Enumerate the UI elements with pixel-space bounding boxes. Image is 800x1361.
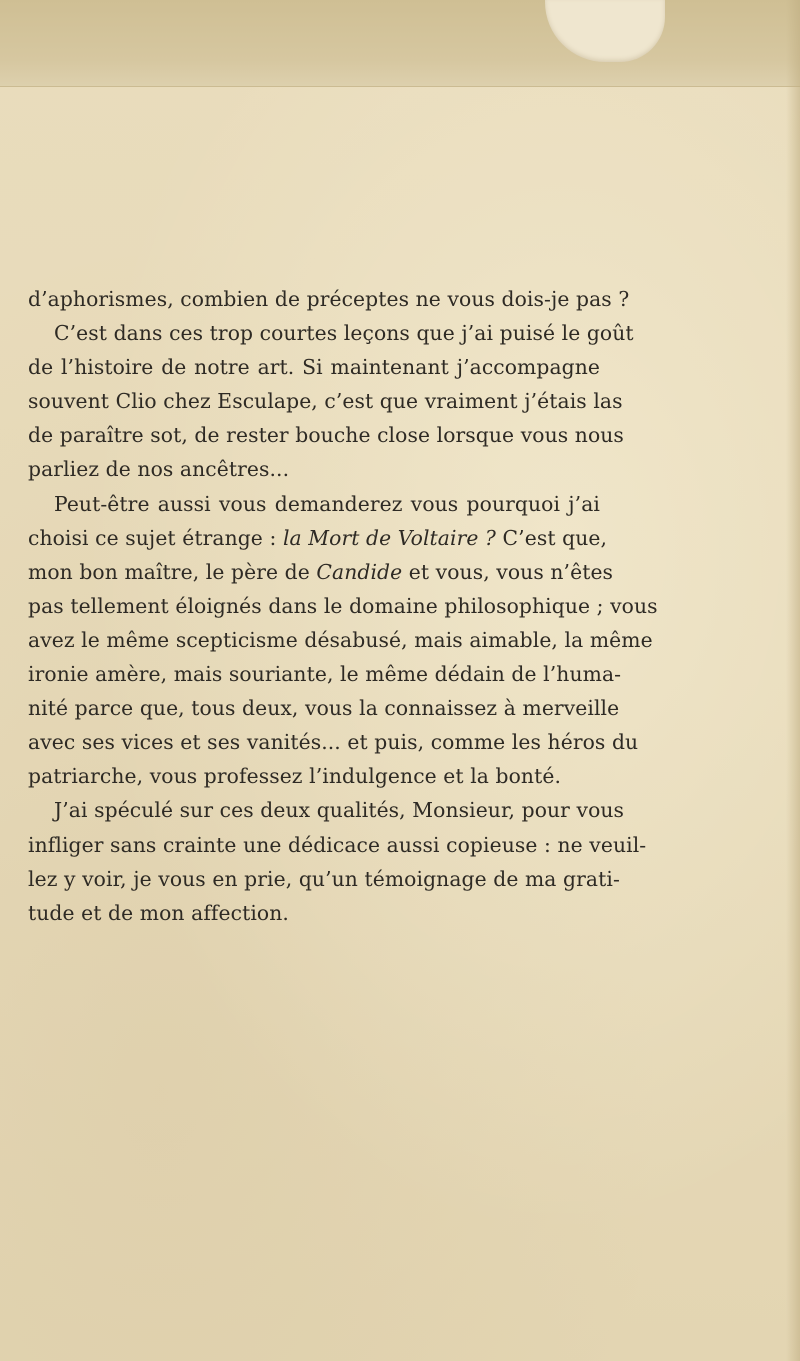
text-line: [28, 555, 614, 589]
italic-title: Candide: [316, 559, 403, 584]
text-line: parliez de nos ancêtres...: [28, 457, 290, 482]
text-line: avec ses vices et ses vanités... et puis, comme les héros du: [28, 730, 639, 755]
page-right-edge: [786, 0, 800, 1361]
text-line: nité parce que, tous deux, vous la connaissez à merveille: [28, 696, 620, 721]
text-line: infliger sans crainte une dédicace aussi copieuse : ne veuil-: [28, 832, 647, 857]
text-line: patriarche, vous professez l’indulgence et la bonté.: [28, 764, 561, 789]
text-line: C’est dans ces trop courtes leçons que j’ai puisé le goût: [54, 321, 634, 346]
text-line: souvent Clio chez Esculape, c’est que vraiment j’étais las: [28, 389, 623, 414]
page-top-edge: [0, 0, 800, 87]
text-line: d’aphorismes, combien de préceptes ne vous dois-je pas ?: [28, 287, 630, 311]
text-line: [28, 521, 608, 555]
italic-title: la Mort de Voltaire ?: [282, 525, 496, 550]
text-line: J’ai spéculé sur ces deux qualités, Monsieur, pour vous: [54, 798, 625, 823]
text-run: choisi ce sujet étrange :: [28, 525, 283, 550]
text-line: de l’histoire de notre art. Si maintenant j’accompagne: [28, 355, 600, 380]
dedication-text: [28, 282, 658, 930]
text-line: tude et de mon affection.: [28, 900, 289, 925]
text-line: pas tellement éloignés dans le domaine philosophique ; vous: [28, 593, 658, 618]
text-run: C’est que,: [496, 525, 608, 550]
text-run: et vous, vous n’êtes: [402, 559, 614, 584]
text-line: ironie amère, mais souriante, le même dédain de l’huma-: [28, 662, 622, 687]
text-run: mon bon maître, le père de: [28, 559, 317, 584]
text-line: avez le même scepticisme désabusé, mais aimable, la même: [28, 627, 653, 652]
text-line: de paraître sot, de rester bouche close lorsque vous nous: [28, 423, 624, 448]
text-line: lez y voir, je vous en prie, qu’un témoignage de ma grati-: [28, 866, 620, 891]
text-line: Peut-être aussi vous demanderez vous pourquoi j’ai: [54, 491, 600, 516]
